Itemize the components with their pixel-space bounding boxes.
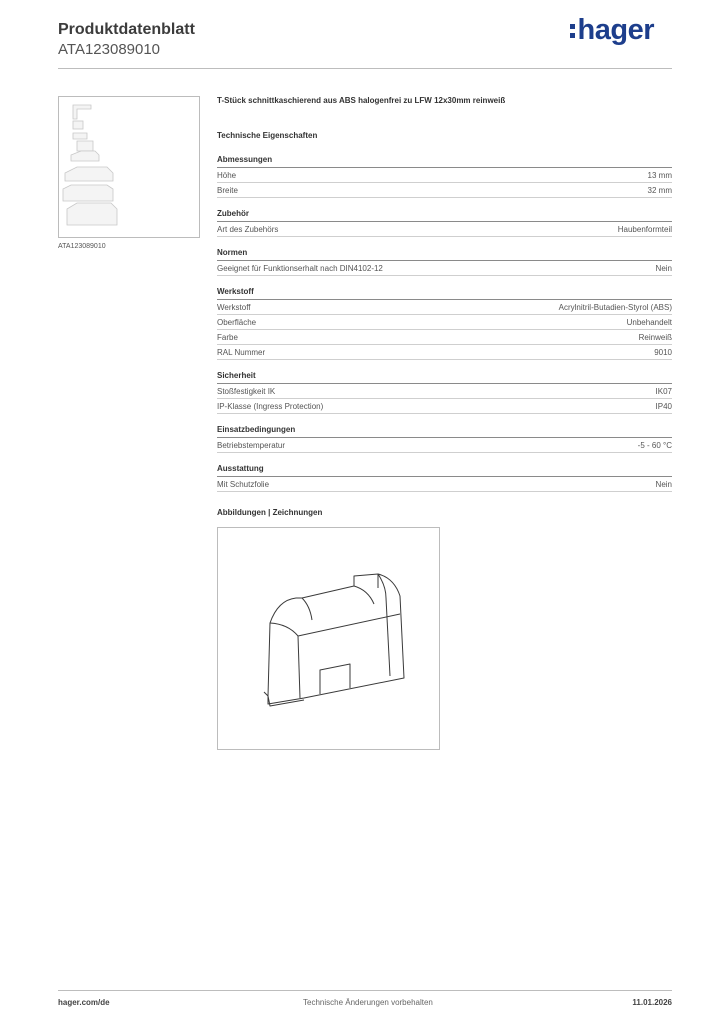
spec-label: Höhe: [217, 171, 237, 180]
footer-disclaimer: Technische Änderungen vorbehalten: [303, 998, 433, 1007]
spec-row: [217, 330, 672, 345]
spec-label: Breite: [217, 186, 238, 195]
images-heading: Abbildungen | Zeichnungen: [217, 508, 323, 517]
product-parts-icon: [59, 97, 199, 237]
spec-label: Geeignet für Funktionserhalt nach DIN4102-12: [217, 264, 383, 273]
footer-website-link[interactable]: hager.com/de: [58, 998, 110, 1007]
t-piece-drawing-icon: [218, 528, 439, 749]
spec-value: -5 - 60 °C: [637, 441, 672, 450]
section-title: Sicherheit: [217, 370, 672, 384]
spec-section: [217, 154, 672, 198]
spec-section: [217, 370, 672, 414]
spec-row: [217, 168, 672, 183]
spec-section: [217, 208, 672, 237]
product-drawing: [217, 527, 440, 750]
spec-row: [217, 222, 672, 237]
section-title: Zubehör: [217, 208, 672, 222]
spec-label: Art des Zubehörs: [217, 225, 279, 234]
footer-date: 11.01.2026: [632, 998, 672, 1007]
section-title: Normen: [217, 247, 672, 261]
spec-row: [217, 183, 672, 198]
section-title: Einsatzbedingungen: [217, 424, 672, 438]
spec-label: RAL Nummer: [217, 348, 266, 357]
spec-section: [217, 424, 672, 453]
spec-label: Stoßfestigkeit IK: [217, 387, 276, 396]
spec-section: [217, 286, 672, 360]
spec-label: Werkstoff: [217, 303, 251, 312]
product-title: T-Stück schnittkaschierend aus ABS halogenfrei zu LFW 12x30mm reinweiß: [217, 96, 506, 105]
spec-section: [217, 247, 672, 276]
spec-value: Haubenformteil: [617, 225, 672, 234]
spec-value: 9010: [654, 348, 672, 357]
spec-row: [217, 345, 672, 360]
spec-row: [217, 477, 672, 492]
section-title: Abmessungen: [217, 154, 672, 168]
spec-row: [217, 261, 672, 276]
document-title: Produktdatenblatt: [58, 21, 195, 38]
spec-content: [217, 96, 672, 517]
tech-properties-heading: Technische Eigenschaften: [217, 131, 318, 140]
logo-colon-icon: [570, 20, 576, 42]
product-thumbnail: [58, 96, 200, 238]
spec-label: Betriebstemperatur: [217, 441, 286, 450]
spec-row: [217, 315, 672, 330]
section-title: Werkstoff: [217, 286, 672, 300]
thumbnail-caption: ATA123089010: [58, 243, 106, 250]
document-header: [58, 20, 195, 60]
spec-value: Nein: [655, 264, 672, 273]
spec-row: [217, 399, 672, 414]
spec-value: 32 mm: [647, 186, 672, 195]
spec-label: IP-Klasse (Ingress Protection): [217, 402, 324, 411]
header-divider: [58, 68, 672, 69]
hager-logo: [570, 14, 654, 47]
spec-value: IP40: [655, 402, 672, 411]
spec-row: [217, 300, 672, 315]
spec-value: Reinweiß: [638, 333, 672, 342]
spec-value: Acrylnitril-Butadien-Styrol (ABS): [558, 303, 672, 312]
spec-value: Nein: [655, 480, 672, 489]
spec-value: Unbehandelt: [626, 318, 672, 327]
spec-row: [217, 438, 672, 453]
spec-section: [217, 463, 672, 492]
spec-label: Oberfläche: [217, 318, 257, 327]
section-title: Ausstattung: [217, 463, 672, 477]
logo-text: hager: [577, 14, 654, 46]
footer-divider: [58, 990, 672, 991]
spec-label: Mit Schutzfolie: [217, 480, 270, 489]
spec-sections: [217, 154, 672, 492]
spec-value: 13 mm: [647, 171, 672, 180]
article-number: ATA123089010: [58, 41, 161, 58]
spec-row: [217, 384, 672, 399]
spec-label: Farbe: [217, 333, 238, 342]
spec-value: IK07: [655, 387, 672, 396]
